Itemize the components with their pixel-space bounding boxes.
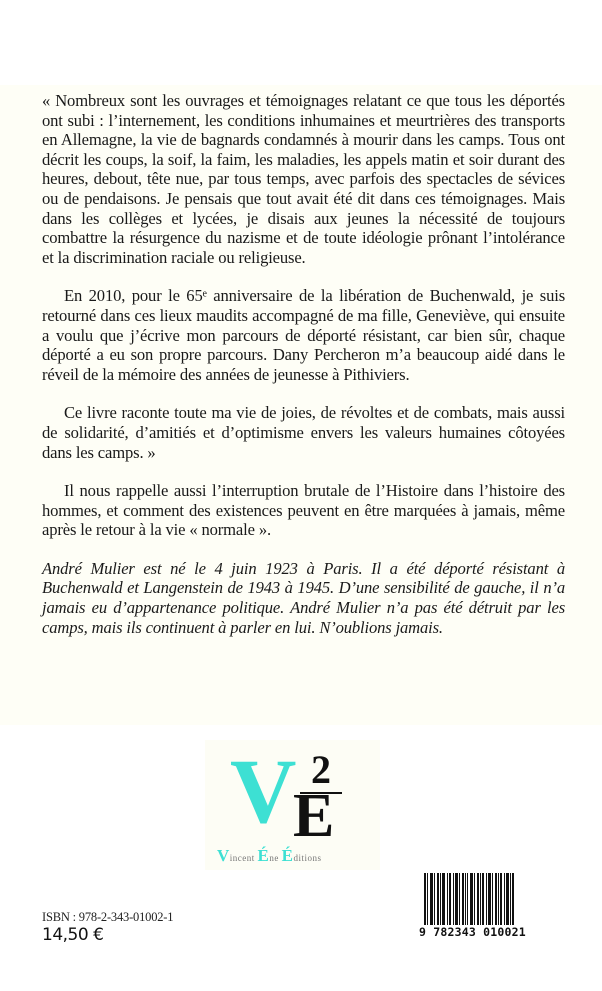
quote-paragraph-2: En 2010, pour le 65ᵉ anniversaire de la libération de Buchenwald, je suis retourné dans ces lieux maudits accompagné de ma fille, Geneviève, qui ensuite a voulu que j’écrive mon parcours de déporté résistant, car bien sûr, chaque déporté a eu son propre parcours. Dany Percheron m’a beaucoup aidé dans le réveil de la mémoire des années de jeunesse à Pithiviers. [42,286,565,384]
summary-paragraph: Il nous rappelle aussi l’interruption brutale de l’Histoire dans l’histoire des hommes, et comment des existences peuvent en être marquées à jamais, même après le retour à la vie « normale ». [42,481,565,540]
back-cover-content [42,91,565,637]
publisher-name-part: V [217,846,230,865]
back-cover-text-panel [0,85,602,725]
publisher-name [217,846,377,866]
barcode [418,873,530,939]
quote-paragraph-3: Ce livre raconte toute ma vie de joies, de révoltes et de combats, mais aussi de solidarité, d’amitiés et d’optimisme envers les valeurs humaines côtoyées dans les camps. » [42,403,565,462]
logo-superscript-two: 2 [311,747,331,792]
barcode-bars [424,873,514,931]
quote-paragraph-1: « Nombreux sont les ouvrages et témoignages relatant ce que tous les déportés ont subi : l’internement, les conditions inhumaines et meurtrières des transports en Allemagne, la vie de bagnards condamnés à mourir dans les camps. Tous ont décrit les coups, la soif, la faim, les maladies, les appels matin et soir durant des heures, debout, tête nue, par tous temps, avec parfois des spectacles de sévices ou de pendaisons. Je pensais que tout avait été dit dans ces témoignages. Mais dans les collèges et lycées, je disais aux jeunes la nécessité de toujours combattre la résurgence du nazisme et de toute idéologie prônant l’intolérance et la discrimination raciale ou religieuse. [42,91,565,267]
publisher-name-part: ne [269,853,282,863]
publisher-name-part: ditions [293,853,322,863]
publisher-name-part: É [281,846,294,865]
author-bio: André Mulier est né le 4 juin 1923 à Paris. Il a été déporté résistant à Buchenwald et Langenstein de 1943 à 1945. D’une sensibilité de gauche, il n’a jamais eu d’appartenance politique. André Mulier n’a pas été détruit par les camps, mais ils continuent à parler en lui. N’oublions jamais. [42,558,565,637]
isbn-label: ISBN : 978-2-343-01002-1 [42,910,174,924]
barcode-digits: 9 782343 010021 [419,925,526,939]
publisher-name-part: É [257,846,270,865]
publisher-logo [205,740,380,870]
logo-letter-e: E [293,782,335,850]
publisher-name-part: incent [229,853,258,863]
logo-letter-v: V [230,740,297,842]
price-label: 14,50 € [42,925,104,945]
